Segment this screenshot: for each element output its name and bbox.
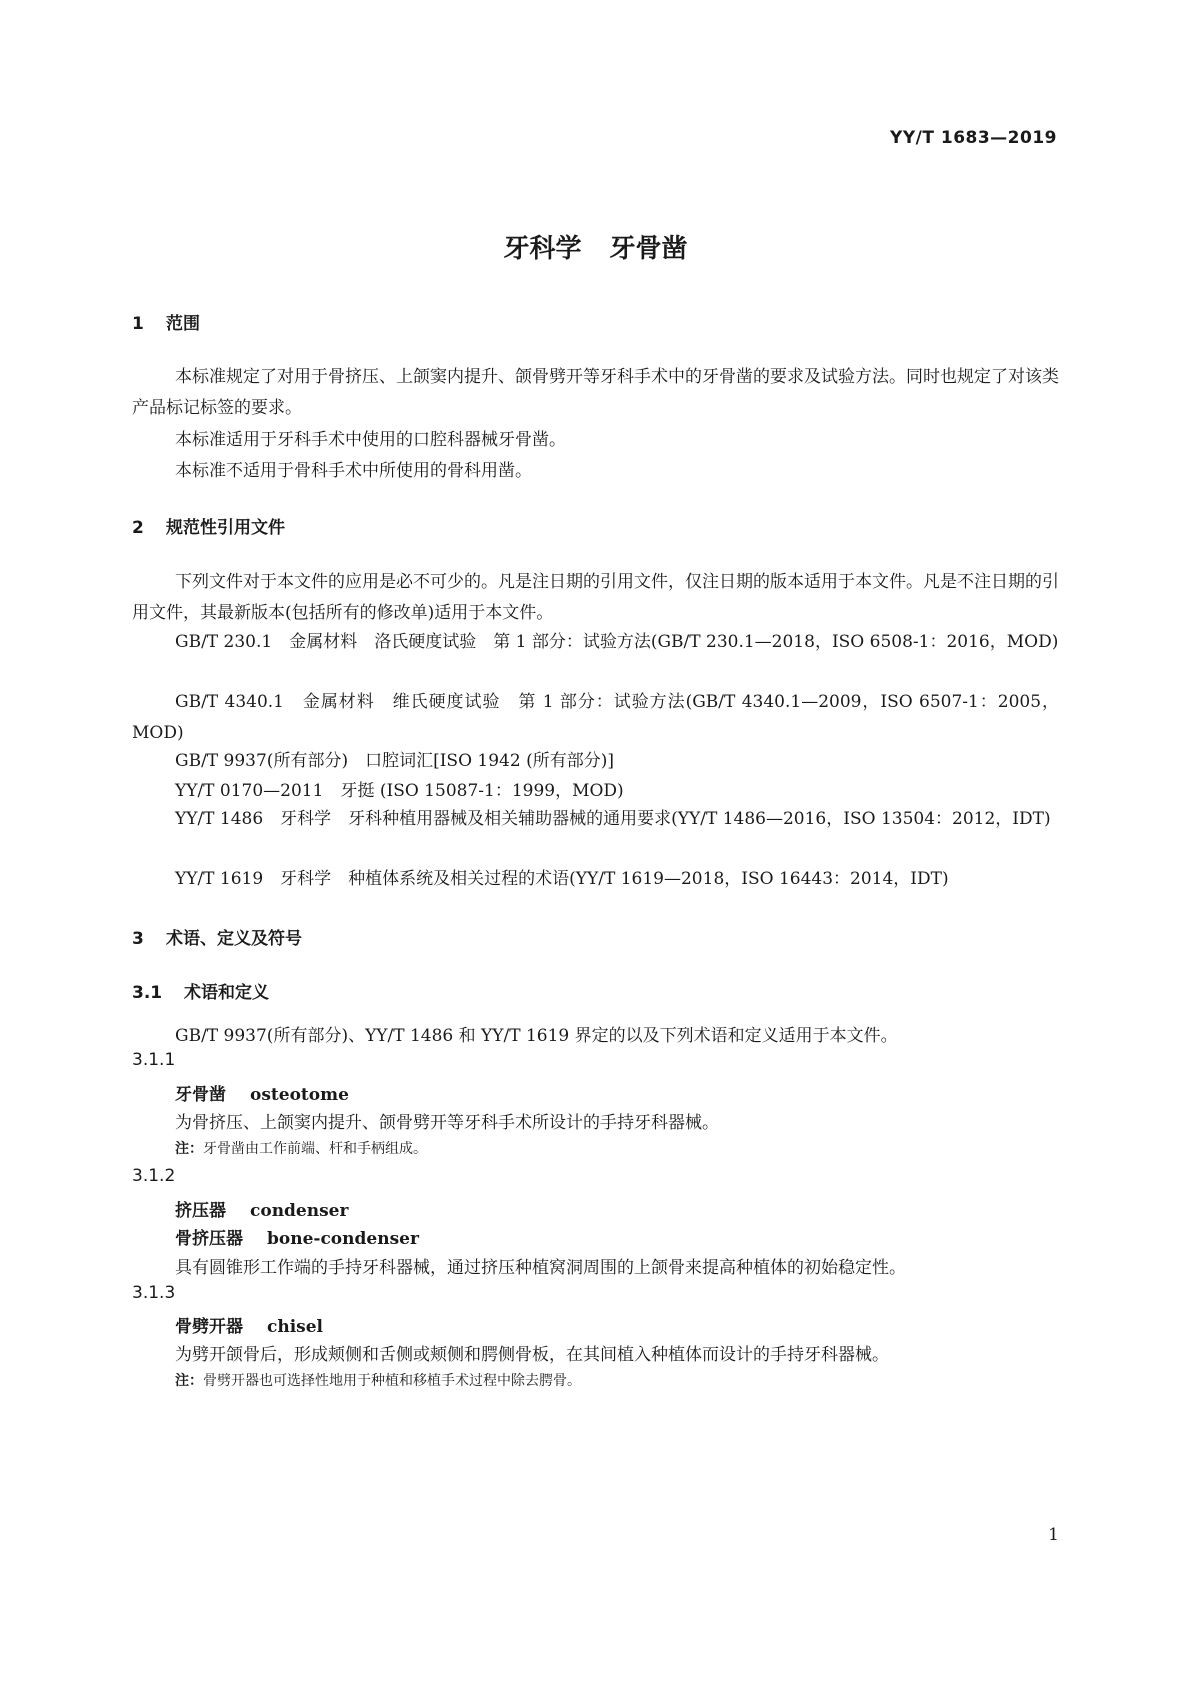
section-number: 1 bbox=[132, 314, 144, 334]
term-english: chisel bbox=[267, 1317, 324, 1337]
reference-item: GB/T 9937(所有部分) 口腔词汇[ISO 1942 (所有部分)] bbox=[175, 751, 614, 771]
section-title: 术语、定义及符号 bbox=[166, 929, 302, 949]
terms-intro: GB/T 9937(所有部分)、YY/T 1486 和 YY/T 1619 界定的以及下列术语和定义适用于本文件。 bbox=[175, 1026, 898, 1046]
title-part-1: 牙科学 bbox=[503, 234, 582, 264]
term-chinese: 挤压器 bbox=[175, 1201, 226, 1221]
subsection-3-1-heading bbox=[132, 978, 269, 1003]
section-title: 范围 bbox=[166, 314, 200, 334]
term-entry bbox=[175, 1312, 323, 1337]
scope-paragraph-2: 本标准适用于牙科手术中使用的口腔科器械牙骨凿。 bbox=[175, 430, 566, 450]
term-number: 3.1.3 bbox=[132, 1283, 176, 1303]
section-number: 3 bbox=[132, 929, 144, 949]
term-english: osteotome bbox=[250, 1085, 349, 1105]
term-definition: 为劈开颌骨后，形成颊侧和舌侧或颊侧和腭侧骨板，在其间植入种植体而设计的手持牙科器械。 bbox=[175, 1345, 889, 1365]
scope-paragraph-3: 本标准不适用于骨科手术中所使用的骨科用凿。 bbox=[175, 461, 532, 481]
term-entry-synonym bbox=[175, 1224, 419, 1249]
title-part-2: 牙骨凿 bbox=[609, 234, 688, 264]
section-2-heading bbox=[132, 513, 285, 538]
term-chinese: 骨劈开器 bbox=[175, 1317, 243, 1337]
document-number: YY/T 1683—2019 bbox=[890, 128, 1057, 148]
references-intro: 下列文件对于本文件的应用是必不可少的。凡是注日期的引用文件，仅注日期的版本适用于本文件。凡是不注日期的引用文件，其最新版本(包括所有的修改单)适用于本文件。 bbox=[132, 572, 1059, 623]
page-title bbox=[0, 228, 1191, 265]
section-title: 规范性引用文件 bbox=[166, 518, 285, 538]
term-entry bbox=[175, 1196, 348, 1221]
term-chinese: 牙骨凿 bbox=[175, 1085, 226, 1105]
reference-item: YY/T 1486 牙科学 牙科种植用器械及相关辅助器械的通用要求(YY/T 1486—2016，ISO 13504：2012，IDT) bbox=[175, 809, 1051, 829]
subsection-title: 术语和定义 bbox=[184, 983, 269, 1003]
term-chinese: 骨挤压器 bbox=[175, 1229, 243, 1249]
reference-item: YY/T 1619 牙科学 种植体系统及相关过程的术语(YY/T 1619—2018，ISO 16443：2014，IDT) bbox=[175, 869, 949, 889]
scope-paragraph-1: 本标准规定了对用于骨挤压、上颌窦内提升、颌骨劈开等牙科手术中的牙骨凿的要求及试验方法。同时也规定了对该类产品标记标签的要求。 bbox=[132, 367, 1059, 418]
subsection-number: 3.1 bbox=[132, 983, 163, 1003]
reference-item: GB/T 230.1 金属材料 洛氏硬度试验 第 1 部分：试验方法(GB/T 230.1—2018，ISO 6508-1：2016，MOD) bbox=[175, 632, 1059, 652]
term-english: condenser bbox=[250, 1201, 349, 1221]
reference-item: GB/T 4340.1 金属材料 维氏硬度试验 第 1 部分：试验方法(GB/T 4340.1—2009，ISO 6507-1：2005，MOD) bbox=[132, 692, 1059, 743]
note-text: 骨劈开器也可选择性地用于种植和移植手术过程中除去腭骨。 bbox=[203, 1373, 581, 1389]
term-entry bbox=[175, 1080, 349, 1105]
term-number: 3.1.1 bbox=[132, 1050, 176, 1070]
page-number: 1 bbox=[1048, 1525, 1059, 1545]
term-note bbox=[175, 1138, 427, 1158]
term-number: 3.1.2 bbox=[132, 1166, 176, 1186]
term-english: bone-condenser bbox=[267, 1229, 419, 1249]
reference-item: YY/T 0170—2011 牙挺 (ISO 15087-1：1999，MOD) bbox=[175, 781, 624, 801]
term-note bbox=[175, 1370, 581, 1390]
note-label: 注： bbox=[175, 1373, 203, 1389]
term-definition: 具有圆锥形工作端的手持牙科器械，通过挤压种植窝洞周围的上颌骨来提高种植体的初始稳定性。 bbox=[175, 1258, 906, 1278]
section-number: 2 bbox=[132, 518, 144, 538]
term-definition: 为骨挤压、上颌窦内提升、颌骨劈开等牙科手术所设计的手持牙科器械。 bbox=[175, 1113, 719, 1133]
section-1-heading bbox=[132, 309, 200, 334]
note-text: 牙骨凿由工作前端、杆和手柄组成。 bbox=[203, 1141, 427, 1157]
note-label: 注： bbox=[175, 1141, 203, 1157]
section-3-heading bbox=[132, 924, 302, 949]
